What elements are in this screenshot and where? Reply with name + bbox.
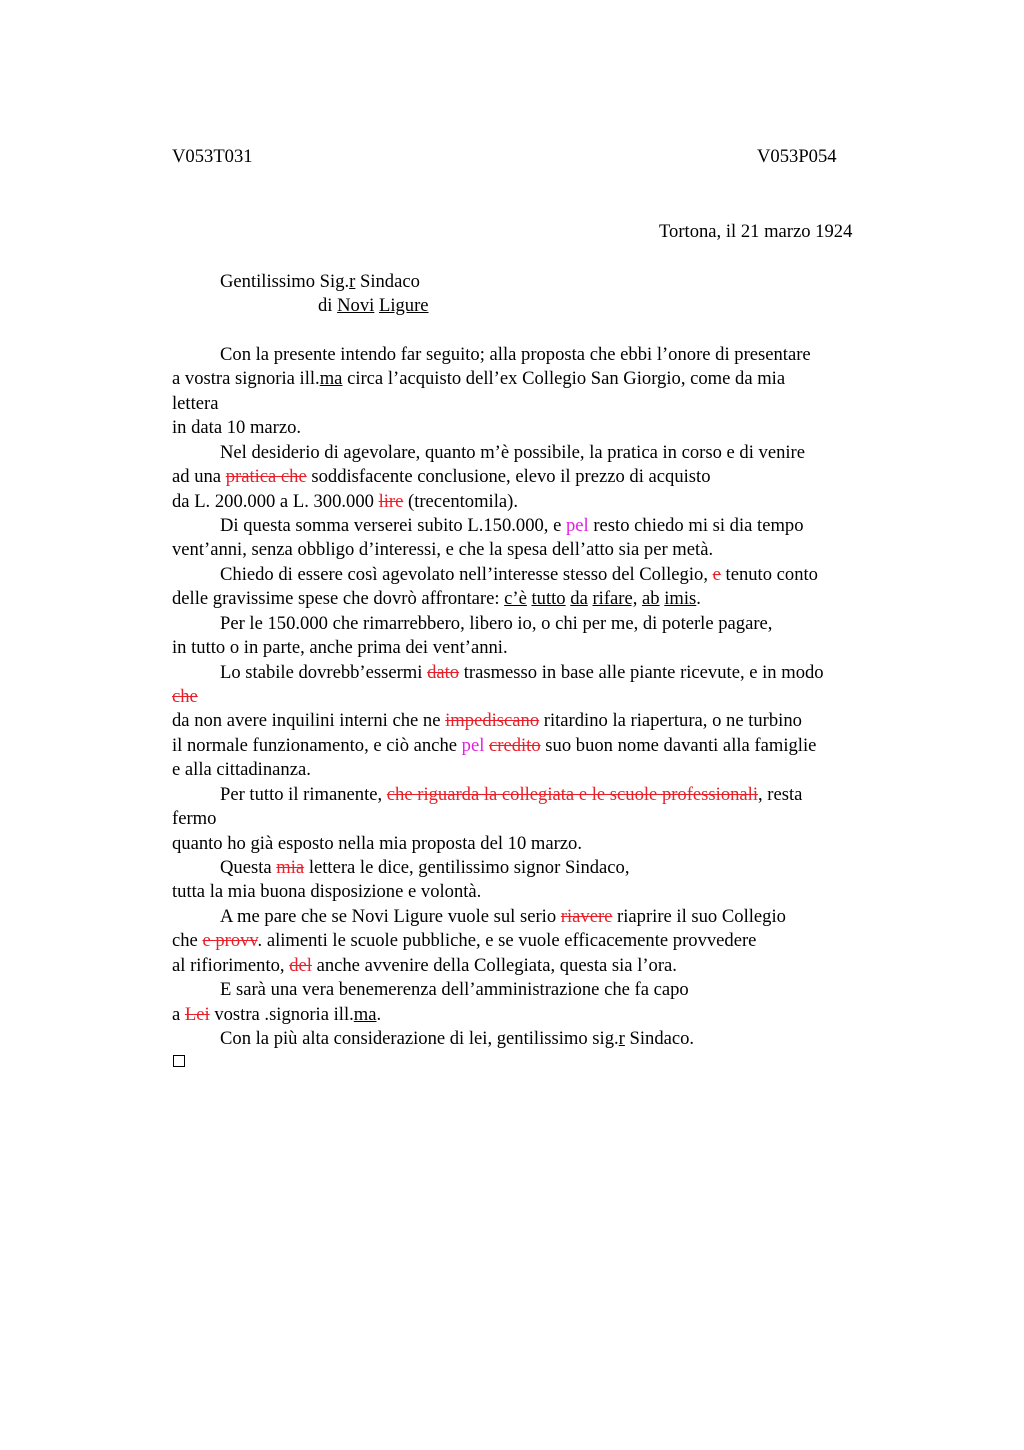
body-line: Questa mia lettera le dice, gentilissimo signor Sindaco,	[220, 857, 630, 878]
place-date: Tortona, il 21 marzo 1924	[659, 221, 853, 242]
document-code-right: V053P054	[757, 146, 837, 167]
body-line: da L. 200.000 a L. 300.000 lire (trecentomila).	[172, 491, 518, 512]
deleted-text: riavere	[560, 906, 613, 927]
body-line: in tutto o in parte, anche prima dei vent’anni.	[172, 637, 508, 658]
body-line: Di questa somma verserei subito L.150.000, e pel resto chiedo mi si dia tempo	[220, 515, 804, 536]
deleted-text: e provv	[202, 930, 258, 951]
body-line: vent’anni, senza obbligo d’interessi, e che la spesa dell’atto sia per metà.	[172, 539, 714, 560]
deleted-text: che riguarda la collegiata e le scuole professionali	[386, 784, 758, 805]
salutation-line-1: Gentilissimo Sig.r Sindaco	[220, 271, 420, 292]
deleted-text: lire	[378, 491, 404, 512]
body-line: delle gravissime spese che dovrò affrontare: c’è tutto da rifare, ab imis.	[172, 588, 701, 609]
deleted-text: mia	[276, 857, 305, 878]
inserted-text: pel	[565, 515, 589, 536]
body-line: E sarà una vera benemerenza dell’amministrazione che fa capo	[220, 979, 689, 1000]
body-line: Per tutto il rimanente, che riguarda la collegiata e le scuole professionali, resta	[220, 784, 803, 805]
body-line: da non avere inquilini interni che ne impediscano ritardino la riapertura, o ne turbino	[172, 710, 802, 731]
body-line: Nel desiderio di agevolare, quanto m’è possibile, la pratica in corso e di venire	[220, 442, 805, 463]
body-line: a Lei vostra .signoria ill.ma.	[172, 1004, 382, 1025]
body-line: fermo	[172, 808, 217, 829]
body-line	[172, 685, 198, 709]
deleted-text: e	[712, 564, 721, 585]
body-line: ad una pratica che soddisfacente conclusione, elevo il prezzo di acquisto	[172, 466, 711, 487]
body-line: al rifiorimento, del anche avvenire della Collegiata, questa sia l’ora.	[172, 955, 677, 976]
salutation-line-2: di Novi Ligure	[318, 295, 429, 316]
body-line: Lo stabile dovrebb’essermi dato trasmesso in base alle piante ricevute, e in modo	[220, 662, 824, 683]
document-code-left: V053T031	[172, 146, 253, 167]
body-line: Per le 150.000 che rimarrebbero, libero io, o chi per me, di poterle pagare,	[220, 613, 773, 634]
body-line: il normale funzionamento, e ciò anche pel credito suo buon nome davanti alla famiglie	[172, 735, 817, 756]
body-line: Con la più alta considerazione di lei, gentilissimo sig.r Sindaco.	[220, 1028, 695, 1049]
inserted-text: pel	[461, 735, 485, 756]
body-line: A me pare che se Novi Ligure vuole sul serio riavere riaprire il suo Collegio	[220, 906, 786, 927]
body-line: tutta la mia buona disposizione e volontà.	[172, 881, 482, 902]
body-line: lettera	[172, 393, 219, 414]
deleted-text: dato	[427, 662, 460, 683]
body-line: e alla cittadinanza.	[172, 759, 311, 780]
deleted-text: che	[172, 686, 198, 707]
empty-box-icon	[173, 1055, 185, 1067]
body-line: che e provv. alimenti le scuole pubbliche, e se vuole efficacemente provvedere	[172, 930, 757, 951]
body-line: in data 10 marzo.	[172, 417, 302, 438]
deleted-text: del	[289, 955, 312, 976]
body-line: Con la presente intendo far seguito; alla proposta che ebbi l’onore di presentare	[220, 344, 811, 365]
deleted-text: impediscano	[445, 710, 540, 731]
deleted-text: Lei	[184, 1004, 210, 1025]
body-line: a vostra signoria ill.ma circa l’acquisto dell’ex Collegio San Giorgio, come da mia	[172, 368, 786, 389]
body-line: quanto ho già esposto nella mia proposta del 10 marzo.	[172, 833, 582, 854]
deleted-text: pratica che	[225, 466, 307, 487]
body-line: Chiedo di essere così agevolato nell’interesse stesso del Collegio, e tenuto conto	[220, 564, 818, 585]
deleted-text: credito	[489, 735, 541, 756]
